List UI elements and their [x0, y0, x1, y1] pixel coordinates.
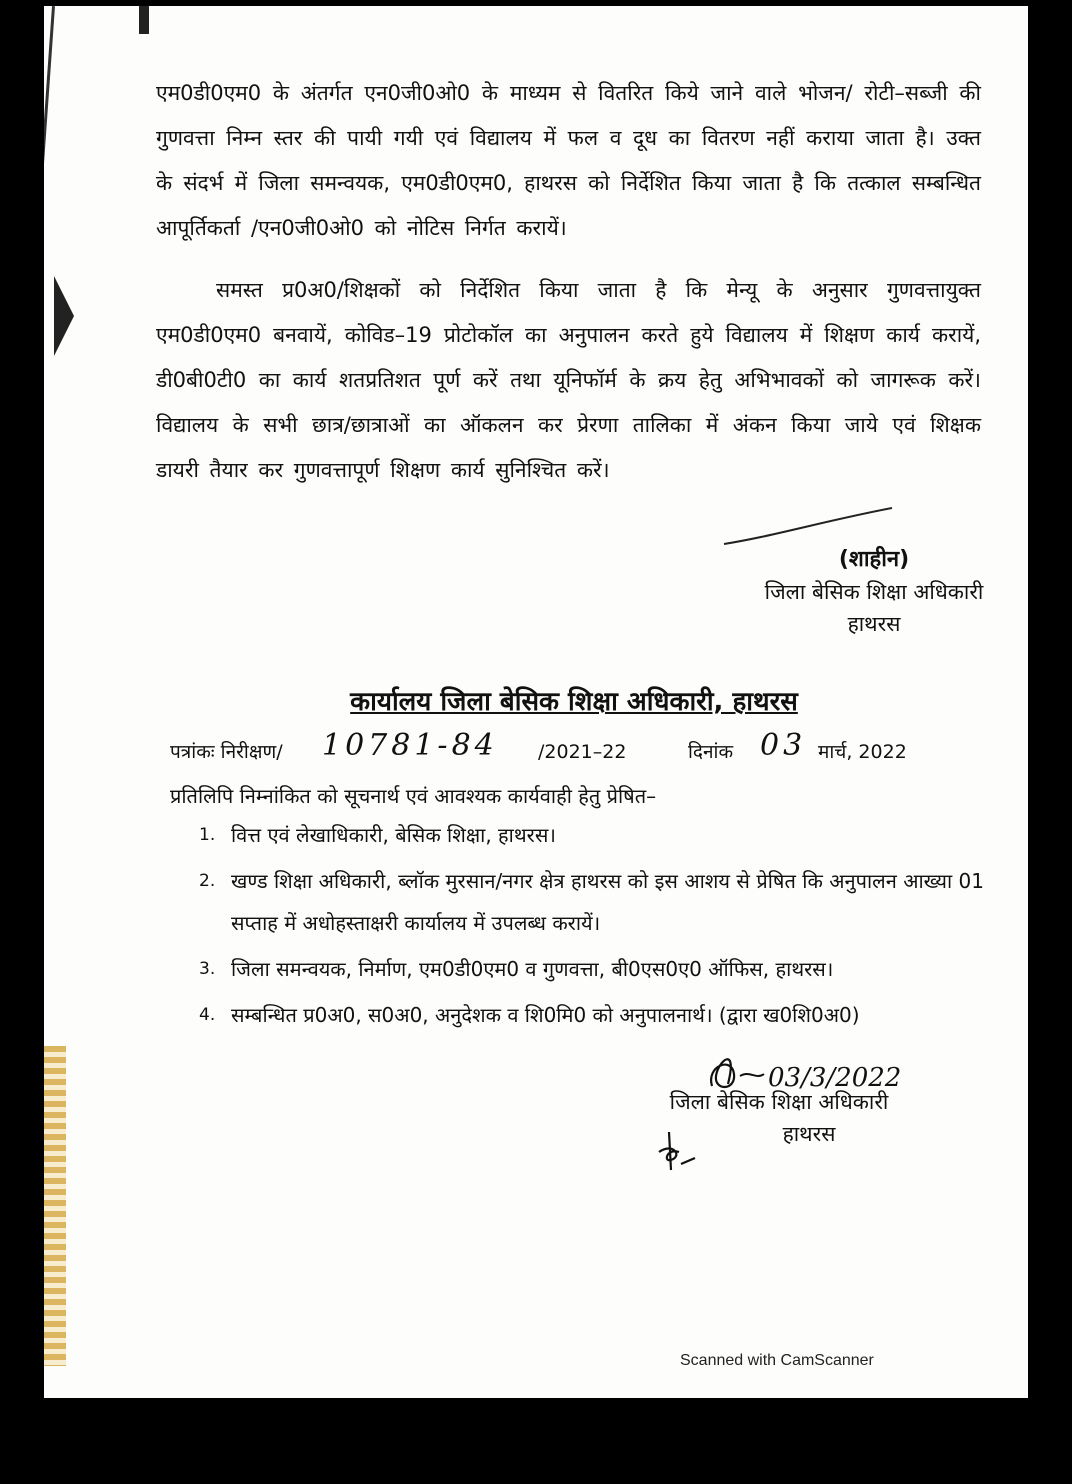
handwritten-date: 03/3/2022 — [768, 1063, 902, 1093]
reference-label: पत्रांकः निरीक्षण/ — [170, 741, 283, 763]
copy-heading: प्रतिलिपि निम्नांकित को सूचनार्थ एवं आवश्यक कार्यवाही हेतु प्रेषित– — [170, 784, 657, 808]
binding-strip — [44, 1046, 66, 1366]
document-page — [44, 6, 1028, 1398]
list-item-text: जिला समन्वयक, निर्माण, एम0डी0एम0 व गुणवत्ता, बी0एस0ए0 ऑफिस, हाथरस। — [231, 957, 834, 981]
list-item-number: 4. — [199, 1005, 216, 1025]
list-item — [199, 994, 984, 1036]
copy-list — [199, 814, 984, 1040]
signatory-location: हाथरस — [847, 612, 901, 636]
date-month-year: मार्च, 2022 — [818, 741, 907, 763]
scanner-watermark: Scanned with CamScanner — [680, 1352, 874, 1369]
date-label: दिनांक — [688, 741, 734, 763]
reference-number-handwritten: 10781-84 — [322, 728, 498, 763]
list-item-number: 3. — [199, 959, 216, 979]
office-title: कार्यालय जिला बेसिक शिक्षा अधिकारी, हाथरस — [350, 687, 798, 717]
list-item — [199, 948, 984, 990]
list-item-text: खण्ड शिक्षा अधिकारी, ब्लॉक मुरसान/नगर क्षेत्र हाथरस को इस आशय से प्रेषित कि अनुपालन आख्या 01 सप्ताह में अधोहस्ताक्षरी कार्यालय में उपलब्ध करायें। — [231, 869, 984, 935]
signature-block — [764, 544, 984, 640]
signatory-designation-2: जिला बेसिक शिक्षा अधिकारी — [669, 1090, 889, 1114]
initials-scribble — [649, 1126, 709, 1176]
list-item — [199, 860, 984, 944]
list-item-text: सम्बन्धित प्र0अ0, स0अ0, अनुदेशक व शि0मि0 को अनुपालनार्थ। (द्वारा ख0शि0अ0) — [231, 1003, 860, 1027]
body-paragraph-2: समस्त प्र0अ0/शिक्षकों को निर्देशित किया जाता है कि मेन्यू के अनुसार गुणवत्तायुक्त एम0डी0एम0 बनवायें, कोविड–19 प्रोटोकॉल का अनुपालन करते हुये विद्यालय में शिक्षण कार्य करायें, डी0बी0टी0 का कार्य शतप्रतिशत पूर्ण करें तथा यूनिफॉर्म के क्रय हेतु अभिभावकों को जागरूक करें। विद्यालय के सभी छात्र/छात्राओं का ऑकलन कर प्रेरणा तालिका में अंकन किया जाये एवं शिक्षक डायरी तैयार कर गुणवत्तापूर्ण शिक्षण कार्य सुनिश्चित करें। — [156, 278, 981, 482]
list-item-number: 2. — [199, 871, 216, 891]
list-item — [199, 814, 984, 856]
signatory-name: (शाहीन) — [838, 547, 910, 572]
signatory-location-2: हाथरस — [782, 1122, 836, 1146]
signatory-designation: जिला बेसिक शिक्षा अधिकारी — [764, 580, 984, 604]
signature-scribble — [714, 506, 894, 546]
reference-session: /2021–22 — [538, 741, 627, 763]
list-item-text: वित्त एवं लेखाधिकारी, बेसिक शिक्षा, हाथरस। — [231, 823, 556, 847]
binding-notch — [54, 276, 74, 356]
date-day-handwritten: 03 — [760, 728, 807, 763]
list-item-number: 1. — [199, 825, 216, 845]
reference-line — [170, 730, 990, 774]
body-paragraph-1: एम0डी0एम0 के अंतर्गत एन0जी0ओ0 के माध्यम से वितरित किये जाने वाले भोजन/ रोटी–सब्जी की गुणवत्ता निम्न स्तर की पायी गयी एवं विद्यालय में फल व दूध का वितरण नहीं कराया जाता है। उक्त के संदर्भ में जिला समन्वयक, एम0डी0एम0, हाथरस को निर्देशित किया जाता है कि तत्काल सम्बन्धित आपूर्तिकर्ता /एन0जी0ओ0 को नोटिस निर्गत करायें। — [156, 81, 981, 240]
binding-notch-top — [139, 6, 149, 34]
